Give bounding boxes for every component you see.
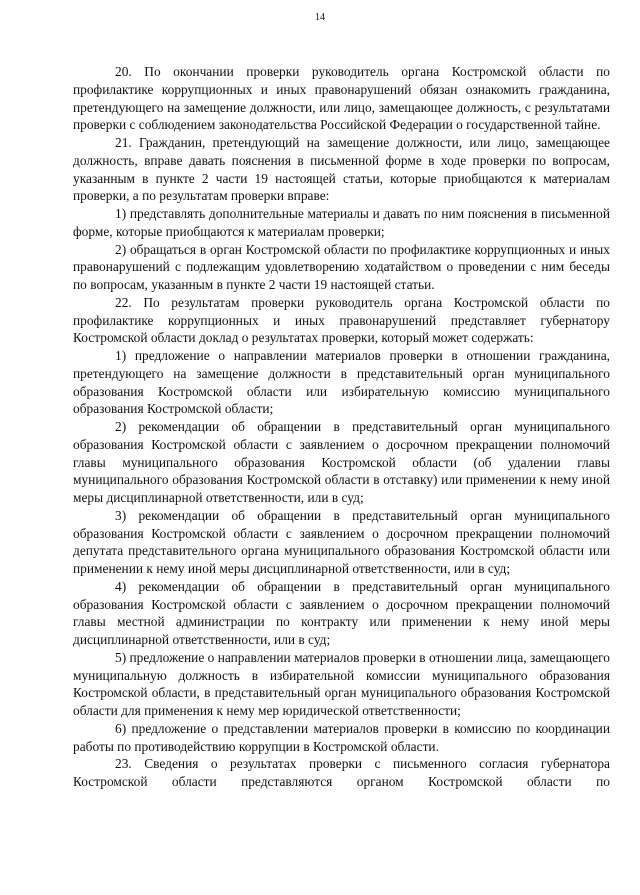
paragraph-21: 21. Гражданин, претендующий на замещение должности, или лицо, замещающее должность, вправе давать пояснения в письменной форме в ходе проверки по вопросам, указанным в пункте 2 части 19 настоящей статьи, которые приобщаются к материалам проверки, а по результатам проверки вправе: xyxy=(73,135,610,204)
paragraph-20: 20. По окончании проверки руководитель органа Костромской области по профилактике коррупционных и иных правонарушений обязан ознакомить гражданина, претендующего на замещение должности, или лицо, замещающее должность, с результатами проверки с соблюдением законодательства Российской Федерации о государственной тайне. xyxy=(73,64,610,133)
paragraph-22: 22. По результатам проверки руководитель органа Костромской области по профилактике коррупционных и иных правонарушений представляет губернатору Костромской области доклад о результатах проверки, который может содержать: xyxy=(73,294,610,346)
page-number: 14 xyxy=(315,12,325,23)
paragraph-22-item-4: 4) рекомендации об обращении в представительный орган муниципального образования Костромской области с заявлением о досрочном прекращении полномочий главы местной администрации по контракту или применении к нему иной меры дисциплинарной ответственности, или в суд; xyxy=(73,578,610,647)
document-body xyxy=(73,63,610,791)
paragraph-22-item-6: 6) предложение о представлении материалов проверки в комиссию по координации работы по противодействию коррупции в Костромской области. xyxy=(73,720,610,754)
paragraph-21-item-1: 1) представлять дополнительные материалы и давать по ним пояснения в письменной форме, которые приобщаются к материалам проверки; xyxy=(73,206,610,239)
paragraph-22-item-2: 2) рекомендации об обращении в представительный орган муниципального образования Костромской области с заявлением о досрочном прекращении полномочий главы муниципального образования Костромской области (об удалении главы муниципального образования Костромской области в отставку) или применении к нему иной меры дисциплинарной ответственности, или в суд; xyxy=(73,419,610,505)
paragraph-23: 23. Сведения о результатах проверки с письменного согласия губернатора Костромской области представляются органом Костромской области по xyxy=(73,756,610,789)
paragraph-22-item-3: 3) рекомендации об обращении в представительный орган муниципального образования Костромской области с заявлением о досрочном прекращении полномочий депутата представительного органа муниципального образования Костромской области или применении к нему иной меры дисциплинарной ответственности, или в суд; xyxy=(73,507,610,576)
paragraph-22-item-1: 1) предложение о направлении материалов проверки в отношении гражданина, претендующего на замещение должности в представительный орган муниципального образования Костромской области или избирательную комиссию муниципального образования Костромской области; xyxy=(73,348,610,417)
paragraph-22-item-5: 5) предложение о направлении материалов проверки в отношении лица, замещающего муниципальную должность в избирательной комиссии муниципального образования Костромской области, в представительный орган муниципального образования Костромской области для применения к нему мер юридической ответственности; xyxy=(73,649,610,718)
paragraph-21-item-2: 2) обращаться в орган Костромской области по профилактике коррупционных и иных правонарушений с подлежащим удовлетворению ходатайством о проведении с ним беседы по вопросам, указанным в пункте 2 части 19 настоящей статьи. xyxy=(73,241,610,292)
